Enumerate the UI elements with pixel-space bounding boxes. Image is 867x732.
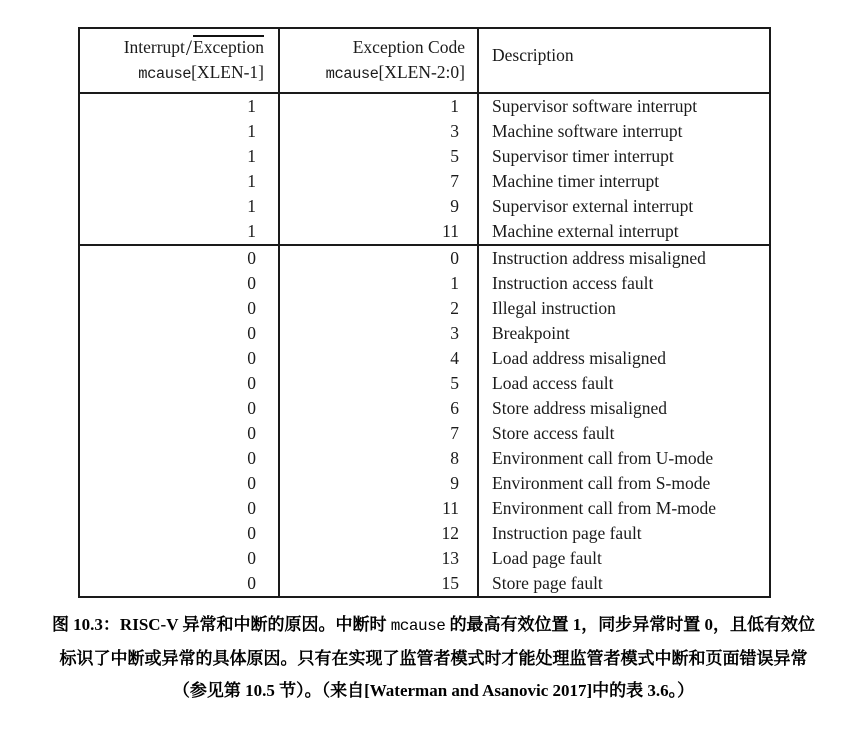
- interrupt-flag-cell: 1: [247, 221, 256, 241]
- exception-code-cell: 3: [279, 321, 478, 346]
- caption-line: [0, 675, 867, 708]
- exception-code-cell: 5: [279, 144, 478, 169]
- mcause-code-bit-range: [XLEN-2:0]: [378, 62, 465, 82]
- description-cell: Illegal instruction: [478, 296, 770, 321]
- table-row: [79, 546, 770, 571]
- exception-code-heading: Exception Code: [352, 37, 465, 57]
- description-cell: Supervisor software interrupt: [478, 93, 770, 119]
- interrupt-flag-cell: 0: [247, 373, 256, 393]
- exception-code-cell: 12: [279, 521, 478, 546]
- interrupt-flag-cell: 0: [247, 398, 256, 418]
- interrupt-flag-cell: 0: [79, 245, 279, 271]
- exception-code-cell: 11: [279, 496, 478, 521]
- table-row: [79, 521, 770, 546]
- table-row: [79, 245, 770, 271]
- interrupt-label: Interrupt: [123, 37, 185, 57]
- table-row: [79, 194, 770, 219]
- col-header-exception-code: [279, 28, 478, 93]
- table-row: [79, 321, 770, 346]
- table-row: [79, 446, 770, 471]
- exception-code-cell: 5: [279, 371, 478, 396]
- interrupt-flag-cell: 0: [247, 573, 256, 593]
- table-row: [79, 496, 770, 521]
- interrupt-flag-cell: 1: [247, 171, 256, 191]
- table-row: [79, 219, 770, 245]
- interrupt-exception-heading: [80, 35, 264, 60]
- exception-code-cell: 9: [279, 471, 478, 496]
- description-cell: Machine software interrupt: [478, 119, 770, 144]
- description-cell: Load access fault: [478, 371, 770, 396]
- interrupt-flag-cell: 1: [247, 121, 256, 141]
- interrupt-flag-cell: 0: [247, 523, 256, 543]
- description-cell: Machine external interrupt: [478, 219, 770, 245]
- table-row: [79, 296, 770, 321]
- caption-text-segment: 标识了中断或异常的具体原因。只有在实现了监管者模式时才能处理监管者模式中断和页面错误异常: [59, 648, 808, 668]
- exception-code-cell: 7: [279, 169, 478, 194]
- description-cell: Supervisor external interrupt: [478, 194, 770, 219]
- description-cell: Environment call from S-mode: [478, 471, 770, 496]
- exception-code-cell: 2: [279, 296, 478, 321]
- col-header-description: Description: [478, 28, 770, 93]
- interrupt-flag-cell: 1: [247, 96, 256, 116]
- interrupt-flag-cell: 1: [247, 146, 256, 166]
- mcause-register-name: mcause: [138, 65, 192, 83]
- description-cell: Environment call from U-mode: [478, 446, 770, 471]
- col-header-interrupt-exception: [79, 28, 279, 93]
- exception-overlined-label: Exception: [193, 37, 264, 57]
- exception-cause-table: [78, 27, 771, 598]
- table-row: [79, 396, 770, 421]
- caption-text-segment: 图 10.3：RISC-V 异常和中断的原因。中断时: [51, 615, 391, 634]
- interrupt-flag-cell: 1: [247, 196, 256, 216]
- table-row: [79, 119, 770, 144]
- interrupt-flag-cell: 0: [247, 273, 256, 293]
- caption-text-segment: 的最高有效位置 1，同步异常时置 0，且低有效位: [445, 615, 816, 634]
- description-cell: Instruction address misaligned: [478, 245, 770, 271]
- caption-text-segment: （参见第 10.5 节）。（来自[Waterman and Asanovic 2017]中的表 3.6。）: [172, 681, 695, 700]
- slash-separator: /: [185, 35, 193, 60]
- table-row: [79, 169, 770, 194]
- description-cell: Instruction access fault: [478, 271, 770, 296]
- exception-code-cell: 13: [279, 546, 478, 571]
- table-row: [79, 421, 770, 446]
- description-cell: Load address misaligned: [478, 346, 770, 371]
- table-row: [79, 93, 770, 119]
- description-cell: Supervisor timer interrupt: [478, 144, 770, 169]
- exception-code-cell: 7: [279, 421, 478, 446]
- description-cell: Breakpoint: [478, 321, 770, 346]
- table-row: [79, 471, 770, 496]
- table-row: [79, 144, 770, 169]
- exception-code-cell: 8: [279, 446, 478, 471]
- exception-code-cell: 9: [279, 194, 478, 219]
- book-page: [0, 27, 867, 732]
- exception-code-cell: 11: [279, 219, 478, 245]
- table-row: [79, 271, 770, 296]
- exception-code-cell: 0: [279, 245, 478, 271]
- exception-code-cell: 1: [279, 271, 478, 296]
- interrupt-flag-cell: 0: [247, 473, 256, 493]
- exception-code-cell: 15: [279, 571, 478, 597]
- table-row: [79, 346, 770, 371]
- exception-code-cell: 3: [279, 119, 478, 144]
- mcause-register-name: mcause: [325, 65, 379, 83]
- interrupt-flag-cell: 0: [247, 448, 256, 468]
- exception-code-cell: 1: [279, 93, 478, 119]
- description-cell: Machine timer interrupt: [478, 169, 770, 194]
- caption-line: [0, 643, 867, 676]
- caption-line: [0, 609, 867, 643]
- interrupt-flag-cell: 0: [247, 548, 256, 568]
- mcause-msb-heading: [80, 60, 264, 85]
- interrupt-flag-cell: 0: [247, 298, 256, 318]
- table-header-row: [79, 28, 770, 93]
- exception-code-cell: 6: [279, 396, 478, 421]
- exception-code-cell: 4: [279, 346, 478, 371]
- interrupt-flag-cell: 0: [247, 348, 256, 368]
- interrupt-flag-cell: 0: [247, 423, 256, 443]
- interrupt-flag-cell: 0: [247, 323, 256, 343]
- table-row: [79, 371, 770, 396]
- description-cell: Store access fault: [478, 421, 770, 446]
- caption-mono-segment: mcause: [390, 617, 446, 635]
- description-cell: Environment call from M-mode: [478, 496, 770, 521]
- mcause-msb-bit-range: [XLEN-1]: [191, 62, 264, 82]
- mcause-code-heading: [280, 60, 465, 85]
- description-cell: Store page fault: [478, 571, 770, 597]
- interrupt-flag-cell: 0: [247, 498, 256, 518]
- table-row: [79, 571, 770, 597]
- description-cell: Instruction page fault: [478, 521, 770, 546]
- figure-caption: [0, 609, 867, 708]
- description-cell: Store address misaligned: [478, 396, 770, 421]
- table-body: [79, 93, 770, 597]
- description-cell: Load page fault: [478, 546, 770, 571]
